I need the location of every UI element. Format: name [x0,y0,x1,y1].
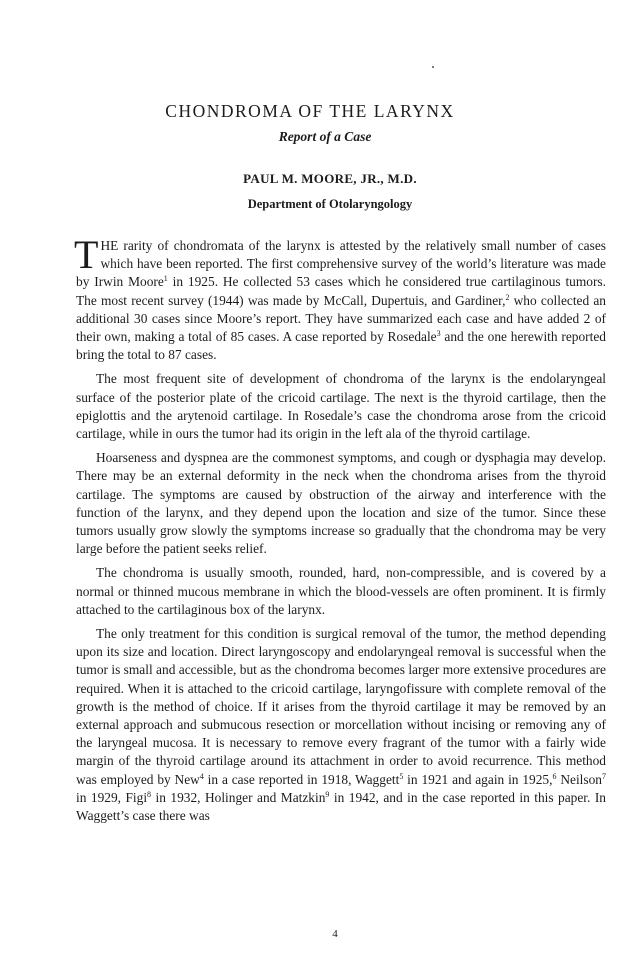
reference-marker-7: 7 [601,771,606,781]
reference-marker-8: 8 [147,789,152,799]
article-subtitle: Report of a Case [278,129,372,144]
reference-marker-6: 6 [552,771,557,781]
paragraph-5-text-d: Neilson [556,771,602,787]
reference-marker-2: 2 [505,292,510,302]
author-department: Department of Otolaryngology [247,197,413,211]
author-name: PAUL M. MOORE, JR., M.D. [243,171,417,186]
paragraph-1 [74,232,607,364]
paragraph-4: The chondroma is usually smooth, rounded, hard, non-compressible, and is covered by a normal or thinned mucous membrane in which the blood-vessels are often prominent. It is firmly attached to the cartilaginous box of the larynx. [76,565,606,617]
article-title: CHONDROMA OF THE LARYNX [165,101,455,121]
paragraph-5-text-g: in 1942, and in the case reported in this paper. In Waggett’s case there was [76,789,606,824]
page-number: 4 [332,928,338,940]
paragraph-5-text-b: in a case reported in 1918, Waggett [203,771,400,787]
paragraph-5-text-c: in 1921 and again in 1925, [403,771,553,787]
reference-marker-5: 5 [399,771,404,781]
paragraph-3: Hoarseness and dyspnea are the commonest symptoms, and cough or dysphagia may develop. There may be an external deformity in the neck when the chondroma arises from the thyroid cartilage. The symptoms are caused by obstruction of the airway and interference with the function of the larynx, and they depend upon the location and size of the tumor. Since these tumors usually grow slowly the symptoms increase so gradually that the chondroma may be very large before the patient seeks relief. [76,450,606,557]
reference-marker-3: 3 [436,329,441,339]
article-body [74,232,607,831]
drop-cap: T [74,232,99,277]
paragraph-1-text-c: who collected an additional 30 cases since Moore’s report. They have summarized each case and have added 2 of their own, making a total of 85 cases. A case reported by Rosedale [76,292,607,345]
paragraph-5-text-f: in 1932, Holinger and Matzkin [151,789,326,805]
paragraph-1-text-d: and the one herewith reported bring the total to 87 cases. [76,329,606,363]
reference-marker-1: 1 [163,274,168,284]
paragraph-5-text-a: The only treatment for this condition is surgical removal of the tumor, the method depending upon its size and location. Direct laryngoscopy and endolaryngeal removal is successful when the tumor is small and accessible, but as the chondroma becomes larger more extensive procedures are required. When it is attached to the cricoid cartilage, laryngofissure with complete removal of the growth is the method of choice. If it arises from the thyroid cartilage it may be removed by an external approach and submucous resection or morcellation without incising or removing any of the laryngeal mucosa. It is necessary to remove every fragrant of the tumor with a fairly wide margin of the thyroid cartilage around its attachment in order to avoid recurrence. This method was employed by New [76,626,606,787]
reference-marker-9: 9 [325,789,330,799]
paragraph-5 [76,625,606,825]
scan-speck [432,66,434,68]
paragraph-5-text-e: in 1929, Figi [76,789,148,805]
paragraph-1-text-a: HE rarity of chondromata of the larynx is attested by the relatively small number of cases which have been reported. The first comprehensive survey of the world’s literature was made by Irwin Moore [76,238,606,290]
paragraph-1-text-b: in 1925. He collected 53 cases which he considered true cartilaginous tumors. The most recent survey (1944) was made by McCall, Dupertuis, and Gardiner, [76,274,606,308]
paragraph-2: The most frequent site of development of chondroma of the larynx is the endolaryngeal surface of the posterior plate of the cricoid cartilage. The next is the thyroid cartilage, then the epiglottis and the arytenoid cartilage. In Rosedale’s case the chondroma arose from the cricoid cartilage, while in ours the tumor had its origin in the left ala of the thyroid cartilage. [76,371,606,442]
reference-marker-4: 4 [199,771,204,781]
